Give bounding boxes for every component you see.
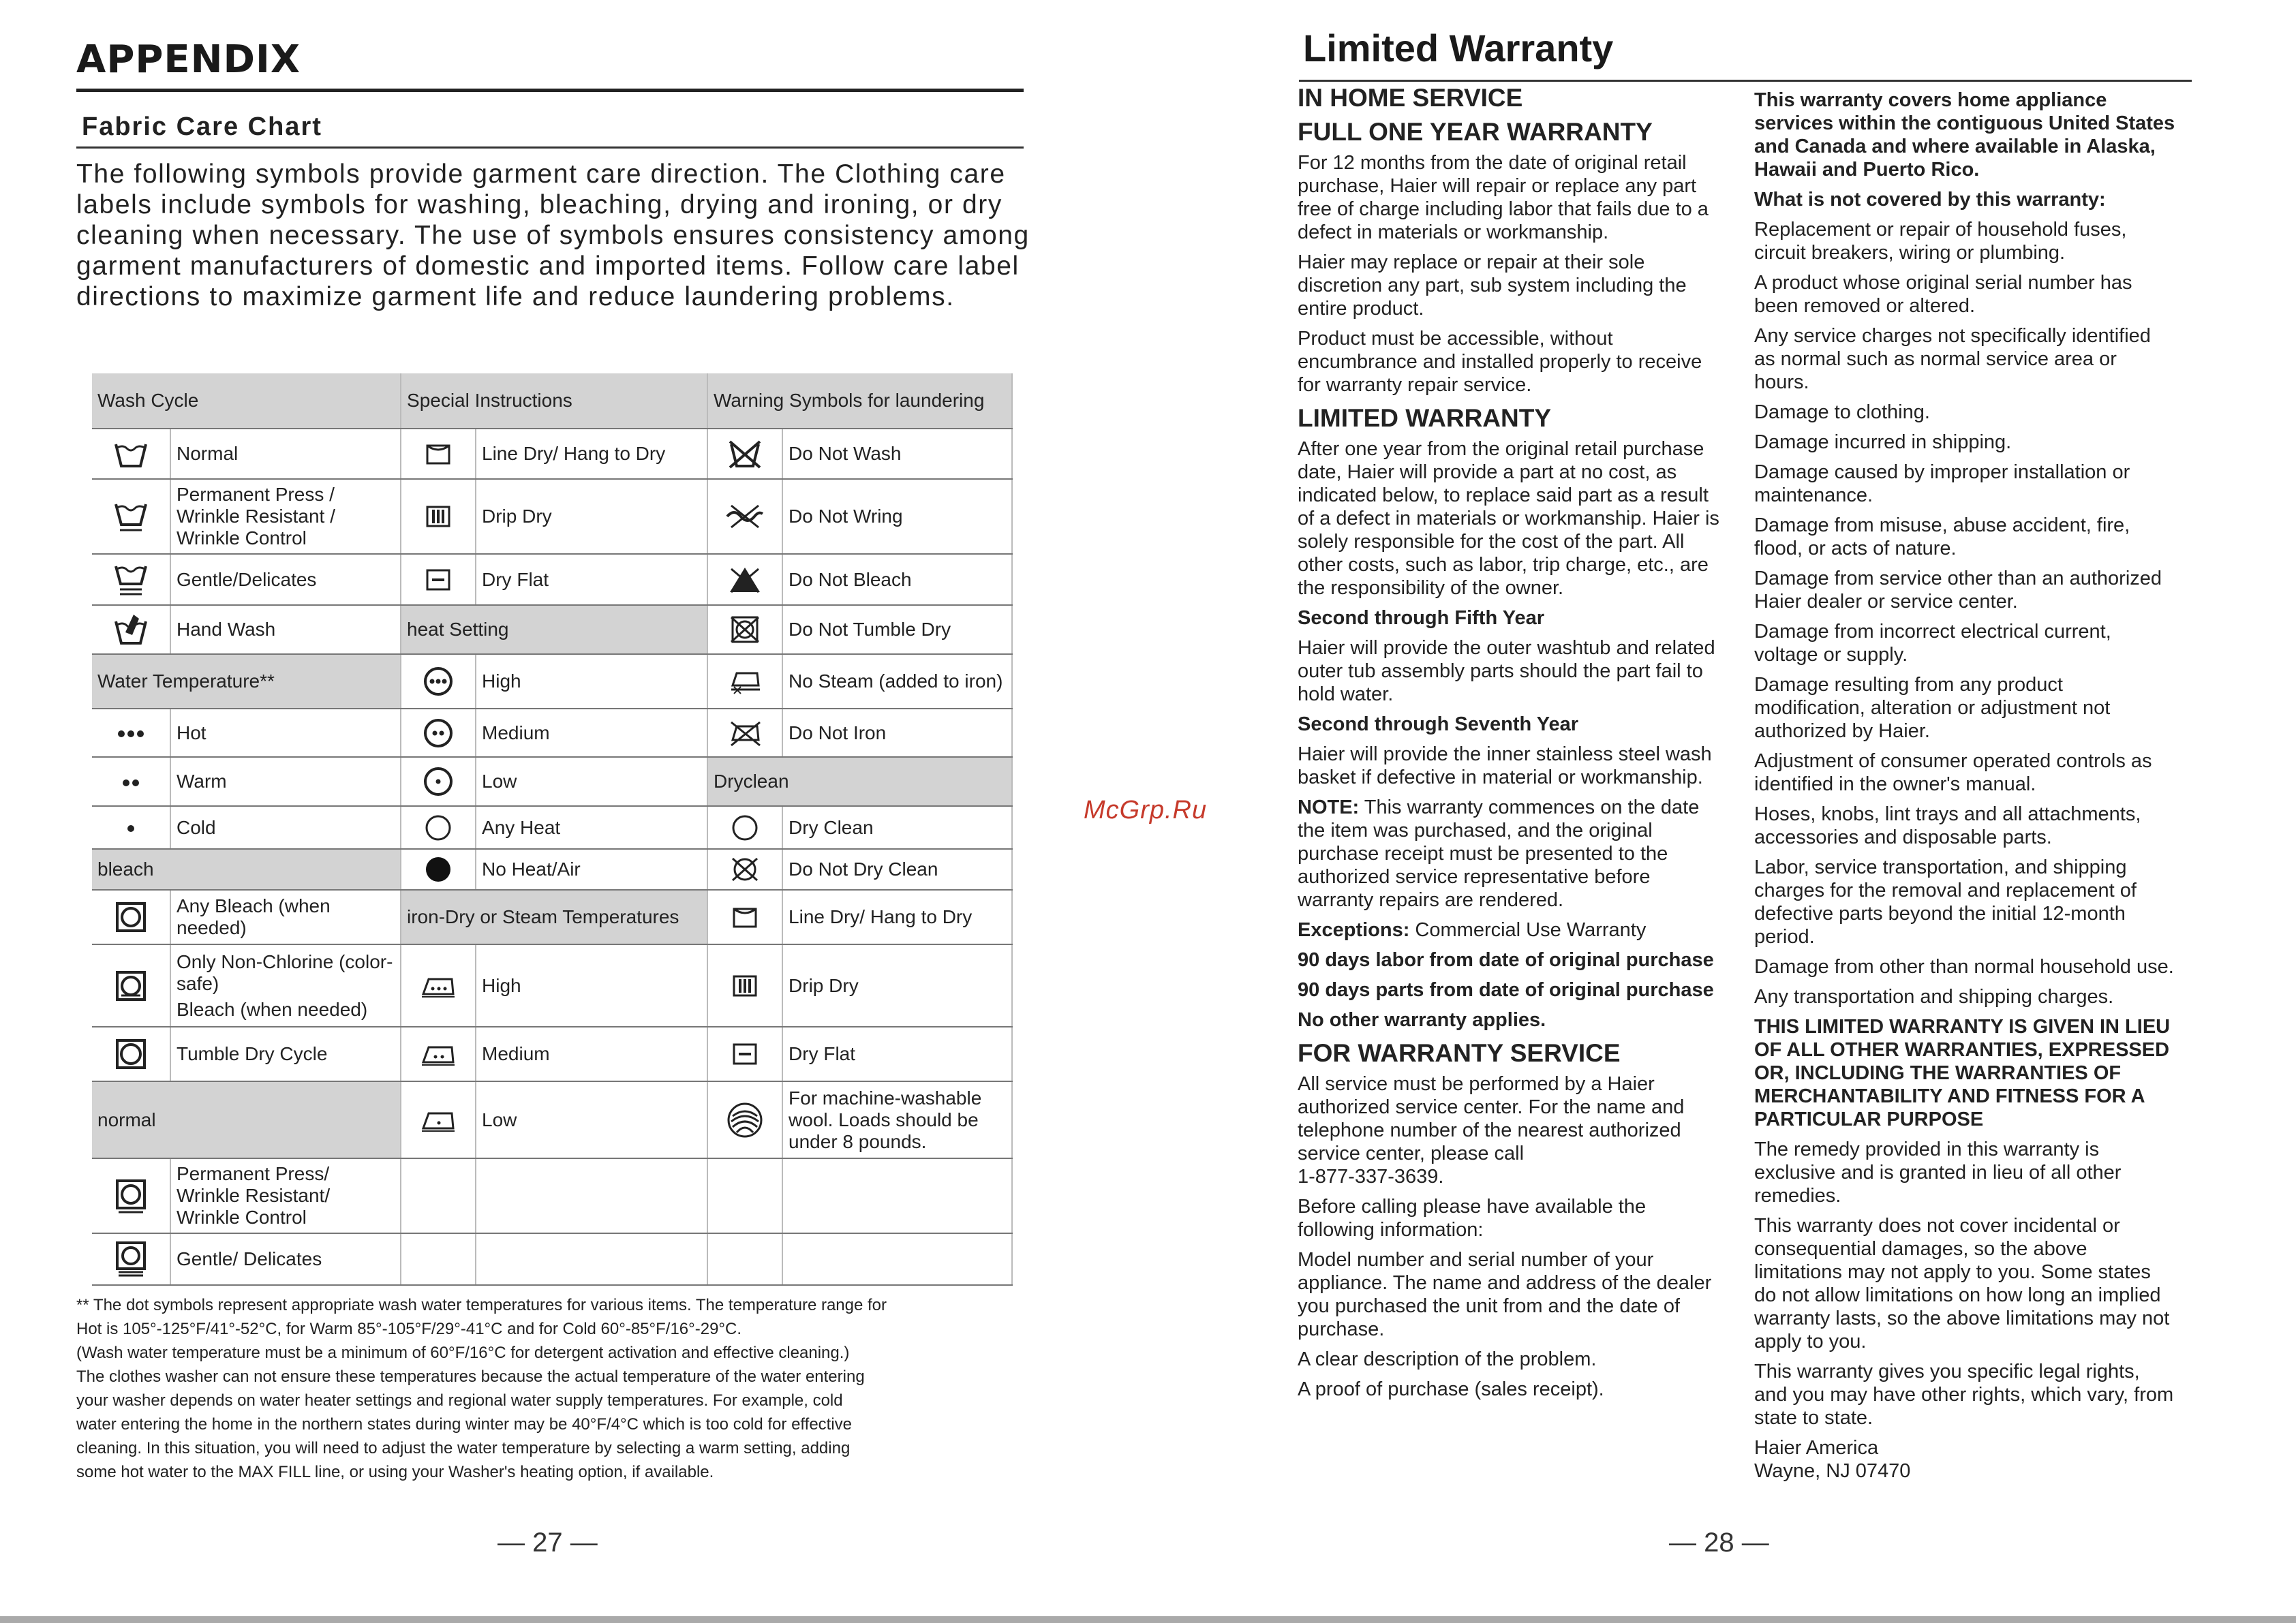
hand-wash-icon bbox=[113, 612, 149, 647]
full-year-warranty-heading: FULL ONE YEAR WARRANTY bbox=[1298, 118, 1653, 146]
tumble-dry-icon bbox=[114, 1038, 147, 1070]
warn-do-not-iron-label: Do Not Iron bbox=[782, 709, 1012, 757]
iron-low-label: Low bbox=[476, 1081, 707, 1158]
empty-cell bbox=[476, 1158, 707, 1233]
bleach-any-label: Any Bleach (when needed) bbox=[170, 890, 401, 944]
not-covered-item: Damage from incorrect electrical current, voltage or supply. bbox=[1754, 621, 2111, 666]
footnote-line: cleaning. In this situation, you will need to adjust the water temperature by selecting a warm setting, adding bbox=[76, 1439, 851, 1457]
incidental-paragraph: This warranty does not cover incidental or consequential damages, so the above limitations may not apply to you. Some states do not allow limitations on how long an implied warranty lasts, so the above limitations may not apply to you. bbox=[1754, 1215, 2170, 1352]
note-paragraph bbox=[1298, 796, 1720, 912]
empty-cell bbox=[707, 1233, 782, 1285]
table-row bbox=[92, 849, 1012, 890]
for-warranty-service-heading: FOR WARRANTY SERVICE bbox=[1298, 1039, 1621, 1067]
wash-hand-wash-label: Hand Wash bbox=[170, 605, 401, 654]
full-year-paragraph: For 12 months from the date of original retail purchase, Haier will repair or replace any part free of charge including labor that fails due to a defect in materials or workmanship. bbox=[1298, 152, 1709, 243]
special-dry-flat-label: Dry Flat bbox=[476, 554, 707, 605]
table-row bbox=[92, 654, 1012, 709]
not-covered-item: Damage incurred in shipping. bbox=[1754, 431, 2012, 453]
header-warning-symbols: Warning Symbols for laundering bbox=[707, 373, 1012, 429]
limited-warranty-paragraph: After one year from the original retail purchase date, Haier will provide a part at no cost, as indicated below, to replace said part as a result of a defect in materials or workmanship. Haier is solely responsible for the cost of the part. All other costs, such as labor, trip charge, etc., are the responsibility of the owner. bbox=[1298, 438, 1719, 599]
subtitle-rule bbox=[76, 146, 1024, 149]
do-not-iron-icon bbox=[727, 720, 763, 747]
iron-high-label: High bbox=[476, 944, 707, 1027]
model-serial-paragraph: Model number and serial number of your appliance. The name and address of the dealer you purchased the unit from and the date of purchase. bbox=[1298, 1249, 1712, 1340]
accessible-paragraph: Product must be accessible, without encumbrance and installed properly to receive for warranty repair service. bbox=[1298, 328, 1702, 396]
bleach-when-needed-label: Bleach (when needed) bbox=[177, 998, 368, 1020]
table-row bbox=[92, 554, 1012, 605]
not-covered-item: Labor, service transportation, and shipping charges for the removal and replacement of defective parts beyond the initial 12-month period. bbox=[1754, 856, 2137, 948]
seventh-year-heading: Second through Seventh Year bbox=[1298, 713, 1579, 735]
table-row bbox=[92, 429, 1012, 479]
empty-cell bbox=[401, 1158, 476, 1233]
header-iron-temperatures: iron-Dry or Steam Temperatures bbox=[401, 890, 707, 944]
footnote-line: water entering the home in the northern states during winter may be 40°F/4°C which is too cold for effective bbox=[76, 1415, 853, 1434]
footnote-line: ** The dot symbols represent appropriate wash water temperatures for various items. The temperature range for bbox=[76, 1296, 887, 1314]
empty-cell bbox=[782, 1233, 1012, 1285]
header-heat-setting: heat Setting bbox=[401, 605, 707, 654]
heat-high-icon bbox=[422, 665, 455, 698]
service-paragraph: All service must be performed by a Haier authorized service center. For the name and telephone number of the nearest authorized service center, please call bbox=[1298, 1073, 1685, 1164]
footnote-line: (Wash water temperature must be a minimum of 60°F/16°C for detergent activation and effective cleaning.) bbox=[76, 1344, 850, 1362]
iron-high-icon bbox=[419, 972, 457, 1000]
table-row bbox=[92, 1158, 1012, 1233]
footnote-line: some hot water to the MAX FILL line, or using your Washer's heating option, if available. bbox=[76, 1463, 714, 1481]
warranty-title-rule bbox=[1299, 80, 2192, 82]
not-covered-item: Damage from other than normal household use. bbox=[1754, 956, 2174, 978]
table-row bbox=[92, 709, 1012, 757]
drip-dry-icon-2 bbox=[731, 974, 759, 998]
dryclean-dry-flat-label: Dry Flat bbox=[782, 1027, 1012, 1081]
wash-gentle-label: Gentle/Delicates bbox=[170, 554, 401, 605]
header-water-temperature: Water Temperature** bbox=[92, 654, 401, 709]
not-covered-heading: What is not covered by this warranty: bbox=[1754, 189, 2106, 211]
heat-low-label: Low bbox=[476, 757, 707, 806]
labor-90-days: 90 days labor from date of original purchase bbox=[1298, 949, 1714, 971]
tumble-dry-cycle-label: Tumble Dry Cycle bbox=[170, 1027, 401, 1081]
temperature-footnote bbox=[76, 1293, 1030, 1484]
line-dry-icon bbox=[425, 442, 452, 466]
right-page bbox=[1148, 0, 2296, 1623]
table-row bbox=[92, 479, 1012, 554]
permanent-press-wash-icon bbox=[113, 500, 149, 533]
empty-cell bbox=[782, 1158, 1012, 1233]
hot-dots-icon bbox=[114, 728, 147, 739]
note-text: This warranty commences on the date the item was purchased, and the original purchase receipt must be presented to the authorized service representative before warranty repairs are rendered. bbox=[1298, 797, 1700, 911]
proof-of-purchase: A proof of purchase (sales receipt). bbox=[1298, 1378, 1604, 1400]
note-label: NOTE: bbox=[1298, 797, 1360, 818]
iron-low-icon bbox=[419, 1107, 457, 1134]
fifth-year-heading: Second through Fifth Year bbox=[1298, 607, 1544, 629]
wool-icon bbox=[726, 1101, 764, 1139]
fabric-care-heading: Fabric Care Chart bbox=[82, 112, 322, 141]
wash-normal-label: Normal bbox=[170, 429, 401, 479]
temp-warm-label: Warm bbox=[170, 757, 401, 806]
line-dry-icon-2 bbox=[731, 905, 759, 929]
title-rule bbox=[76, 89, 1024, 92]
do-not-dry-clean-icon bbox=[729, 854, 761, 884]
empty-cell bbox=[707, 1158, 782, 1233]
not-covered-item: Damage to clothing. bbox=[1754, 401, 1930, 423]
heat-medium-label: Medium bbox=[476, 709, 707, 757]
table-row bbox=[92, 806, 1012, 849]
heat-any-label: Any Heat bbox=[476, 806, 707, 849]
seventh-year-paragraph: Haier will provide the inner stainless steel wash basket if defective in material or workmanship. bbox=[1298, 743, 1712, 788]
not-covered-item: Any transportation and shipping charges. bbox=[1754, 986, 2114, 1008]
not-covered-item: Damage from service other than an authorized Haier dealer or service center. bbox=[1754, 568, 2162, 613]
table-row bbox=[92, 1233, 1012, 1285]
any-bleach-icon bbox=[114, 901, 147, 933]
dryclean-line-dry-label: Line Dry/ Hang to Dry bbox=[782, 890, 1012, 944]
not-covered-item: Any service charges not specifically identified as normal such as normal service area or hours. bbox=[1754, 325, 2151, 393]
limited-warranty-heading: LIMITED WARRANTY bbox=[1298, 404, 1552, 432]
gentle-wash-icon bbox=[113, 562, 149, 598]
cold-dot-icon bbox=[125, 823, 136, 834]
remedy-paragraph: The remedy provided in this warranty is exclusive and is granted in lieu of all other remedies. bbox=[1754, 1139, 2122, 1207]
intro-paragraph: The following symbols provide garment care direction. The Clothing care labels include symbols for washing, bleaching, drying and ironing, or dry cleaning when necessary. The use of symbols ensures consistency among garment manufacturers of domestic and imported items. Follow care label directions to maximize garment life and reduce laundering problems. bbox=[76, 159, 1030, 311]
table-row bbox=[92, 944, 1012, 1027]
watermark-text: McGrp.Ru bbox=[1084, 796, 1208, 824]
drip-dry-icon bbox=[425, 504, 452, 529]
dry-flat-icon-2 bbox=[731, 1042, 759, 1066]
wash-tub-icon bbox=[113, 439, 149, 469]
footnote-line: The clothes washer can not ensure these temperatures because the actual temperature of the water entering bbox=[76, 1367, 865, 1386]
header-dryclean: Dryclean bbox=[707, 757, 1012, 806]
no-other-warranty: No other warranty applies. bbox=[1298, 1009, 1546, 1031]
company-name: Haier America bbox=[1754, 1437, 1879, 1459]
no-heat-icon bbox=[423, 854, 453, 884]
table-row bbox=[92, 605, 1012, 654]
dry-permanent-press-label: Permanent Press/ Wrinkle Resistant/ Wrinkle Control bbox=[170, 1158, 401, 1233]
lieu-of-warranties: THIS LIMITED WARRANTY IS GIVEN IN LIEU OF ALL OTHER WARRANTIES, EXPRESSED OR, INCLUDING THE WARRANTIES OF MERCHANTABILITY AND FITNESS FOR A PARTICULAR PURPOSE bbox=[1754, 1016, 2171, 1130]
legal-rights-paragraph: This warranty gives you specific legal rights, and you may have other rights, which vary, from state to state. bbox=[1754, 1361, 2174, 1429]
heat-medium-icon bbox=[422, 717, 455, 749]
iron-medium-label: Medium bbox=[476, 1027, 707, 1081]
wool-label: For machine-washable wool. Loads should be under 8 pounds. bbox=[782, 1081, 1012, 1158]
not-covered-item: Damage caused by improper installation or maintenance. bbox=[1754, 461, 2130, 506]
parts-90-days: 90 days parts from date of original purchase bbox=[1298, 979, 1714, 1001]
page-number-28: — 28 — bbox=[1669, 1528, 1769, 1558]
warn-do-not-tumble-dry-label: Do Not Tumble Dry bbox=[782, 605, 1012, 654]
scan-bottom-edge bbox=[0, 1616, 2296, 1623]
dry-gentle-label: Gentle/ Delicates bbox=[170, 1233, 401, 1285]
footnote-line: your washer depends on water heater settings and regional water supply temperatures. For example, cold bbox=[76, 1391, 843, 1410]
heat-no-heat-label: No Heat/Air bbox=[476, 849, 707, 890]
coverage-statement: This warranty covers home appliance services within the contiguous United States and Canada and where available in Alaska, Hawaii and Puerto Rico. bbox=[1754, 89, 2175, 181]
dry-flat-icon bbox=[425, 568, 452, 592]
not-covered-item: Adjustment of consumer operated controls as identified in the owner's manual. bbox=[1754, 750, 2152, 795]
special-drip-dry-label: Drip Dry bbox=[476, 479, 707, 554]
bleach-non-chlorine-label: Only Non-Chlorine (color-safe) bbox=[177, 950, 393, 994]
not-covered-item: A product whose original serial number has been removed or altered. bbox=[1754, 272, 2132, 317]
warn-do-not-dry-clean-label: Do Not Dry Clean bbox=[782, 849, 1012, 890]
warranty-column-1 bbox=[1298, 83, 1720, 1408]
heat-low-icon bbox=[422, 765, 455, 798]
warn-do-not-bleach-label: Do Not Bleach bbox=[782, 554, 1012, 605]
empty-cell bbox=[476, 1233, 707, 1285]
footnote-line: Hot is 105°-125°F/41°-52°C, for Warm 85°-105°F/29°-41°C and for Cold 60°-85°F/16°-29°C. bbox=[76, 1320, 742, 1338]
warn-do-not-wash-label: Do Not Wash bbox=[782, 429, 1012, 479]
table-row bbox=[92, 890, 1012, 944]
exceptions-label: Exceptions: bbox=[1298, 919, 1410, 941]
permanent-press-dry-icon bbox=[114, 1178, 147, 1214]
table-row bbox=[92, 1027, 1012, 1081]
dry-clean-label: Dry Clean bbox=[782, 806, 1012, 849]
phone-number: 1-877-337-3639. bbox=[1298, 1166, 1444, 1188]
not-covered-item: Damage from misuse, abuse accident, fire, flood, or acts of nature. bbox=[1754, 514, 2130, 559]
in-home-service-heading: IN HOME SERVICE bbox=[1298, 84, 1523, 112]
not-covered-item: Hoses, knobs, lint trays and all attachments, accessories and disposable parts. bbox=[1754, 803, 2141, 848]
page-number-27: — 27 — bbox=[498, 1528, 598, 1558]
fifth-year-paragraph: Haier will provide the outer washtub and related outer tub assembly parts should the part fail to hold water. bbox=[1298, 637, 1715, 705]
warn-no-steam-label: No Steam (added to iron) bbox=[782, 654, 1012, 709]
exceptions-text: Commercial Use Warranty bbox=[1409, 919, 1647, 941]
problem-description: A clear description of the problem. bbox=[1298, 1348, 1597, 1370]
empty-cell bbox=[401, 1233, 476, 1285]
exceptions-paragraph bbox=[1298, 918, 1720, 942]
before-calling-paragraph: Before calling please have available the following information: bbox=[1298, 1196, 1647, 1241]
company-address: Wayne, NJ 07470 bbox=[1754, 1460, 1911, 1482]
dry-clean-icon bbox=[730, 813, 760, 843]
table-row bbox=[92, 1081, 1012, 1158]
dryclean-drip-dry-label: Drip Dry bbox=[782, 944, 1012, 1027]
warranty-title: Limited Warranty bbox=[1303, 27, 1614, 69]
temp-hot-label: Hot bbox=[170, 709, 401, 757]
warranty-column-2 bbox=[1754, 89, 2177, 1483]
bleach-non-chlorine-cell bbox=[170, 944, 401, 1027]
any-heat-icon bbox=[423, 813, 453, 843]
heat-high-label: High bbox=[476, 654, 707, 709]
wash-permanent-press-label: Permanent Press / Wrinkle Resistant / Wrinkle Control bbox=[170, 479, 401, 554]
header-special-instructions: Special Instructions bbox=[401, 373, 707, 429]
do-not-tumble-dry-icon bbox=[729, 615, 761, 645]
header-normal: normal bbox=[92, 1081, 401, 1158]
table-header-row bbox=[92, 373, 1012, 429]
no-steam-iron-icon bbox=[727, 668, 763, 695]
header-wash-cycle: Wash Cycle bbox=[92, 373, 401, 429]
fabric-care-table bbox=[92, 373, 1013, 1286]
do-not-wash-icon bbox=[727, 439, 763, 469]
temp-cold-label: Cold bbox=[170, 806, 401, 849]
do-not-wring-icon bbox=[724, 503, 765, 530]
table-row bbox=[92, 757, 1012, 806]
appendix-title: APPENDIX bbox=[76, 37, 301, 82]
warn-do-not-wring-label: Do Not Wring bbox=[782, 479, 1012, 554]
special-line-dry-label: Line Dry/ Hang to Dry bbox=[476, 429, 707, 479]
gentle-dry-icon bbox=[114, 1241, 147, 1277]
iron-medium-icon bbox=[419, 1040, 457, 1068]
repair-discretion-paragraph: Haier may replace or repair at their sole discretion any part, sub system including the entire product. bbox=[1298, 251, 1687, 320]
not-covered-item: Replacement or repair of household fuses, circuit breakers, wiring or plumbing. bbox=[1754, 219, 2127, 264]
do-not-bleach-icon bbox=[727, 565, 763, 595]
non-chlorine-bleach-icon bbox=[114, 970, 147, 1002]
header-bleach: bleach bbox=[92, 849, 401, 890]
warm-dots-icon bbox=[119, 777, 143, 788]
not-covered-item: Damage resulting from any product modification, alteration or adjustment not authorized by Haier. bbox=[1754, 674, 2111, 742]
